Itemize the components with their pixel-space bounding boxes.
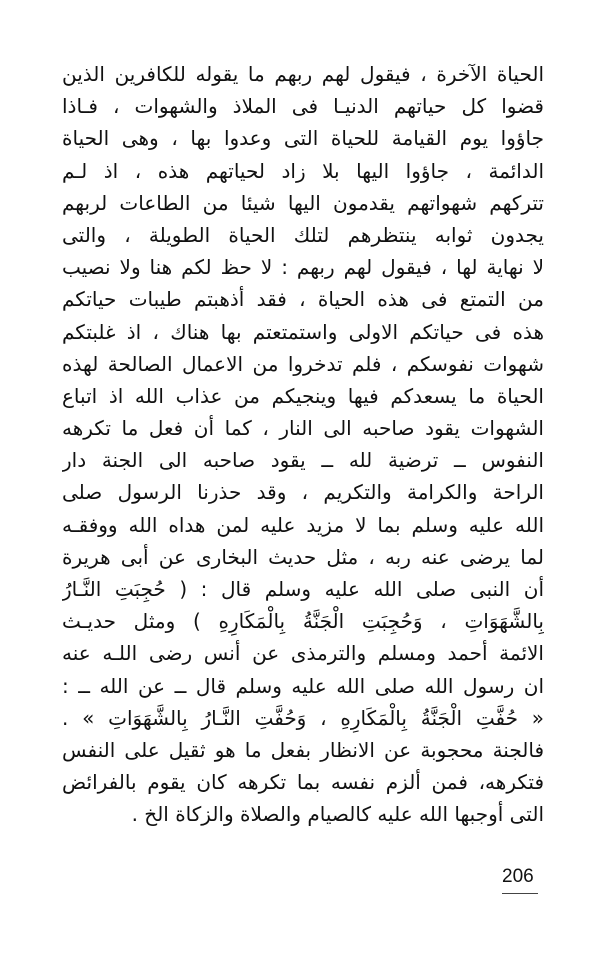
text-line: النفوس ــ ترضية لله ــ يقود صاحبه الى الجنة دار [62,448,544,473]
text-line: الله عليه وسلم بما لا مزيد عليه لمن هداه الله ووفقـه [62,512,544,537]
text-line: فالجنة محجوبة عن الانظار بفعل ما هو ثقيل على النفس [62,737,544,762]
text-line: قضوا كل حياتهم الدنيـا فى الملاذ والشهوات ، فـاذا [62,94,544,119]
text-line: الشهوات يقود صاحبه الى النار ، كما أن فعل ما تكرهه [62,416,544,441]
text-line: الراحة والكرامة والتكريم ، وقد حذرنا الرسول صلى [62,480,544,505]
text-line: ان رسول الله صلى الله عليه وسلم قال ــ عن الله ــ : [62,673,544,698]
text-line: الحياة الآخرة ، فيقول لهم ربهم ما يقوله للكافرين الذين [62,62,544,86]
text-line: التى أوجبها الله عليه كالصيام والصلاة والزكاة الخ . [131,802,544,827]
text-line: الائمة أحمد ومسلم والترمذى عن أنس رضى اللـه عنه [62,641,544,666]
text-line: الدائمة ، جاؤوا اليها بلا زاد لحياتهم هذه ، اذ لـم [62,158,544,183]
text-line: لا نهاية لها ، فيقول لهم ربهم : لا حظ لكم هنا ولا نصيب [62,255,544,280]
body-text [62,58,544,831]
page-number: 206 [502,866,534,887]
text-line: لما يرضى عنه ربه ، مثل حديث البخارى عن أبى هريرة [62,544,544,569]
text-line: تتركهم شهواتهم يقدمون اليها شيئا من الطاعات لربهم [62,190,544,215]
page-number-rule [502,893,538,894]
text-line: من التمتع فى هذه الحياة ، فقد أذهبتم طيبات حياتكم [62,287,544,312]
text-line: جاؤوا يوم القيامة للحياة التى وعدوا بها ، وهى الحياة [62,126,544,151]
hadith-quote-line: « حُفَّتِ الْجَنَّةُ بِالْمَكَارِهِ ، وَحُفَّتِ النَّـارُ بِالشَّهَوَاتِ » . [62,705,544,730]
text-line: الحياة ما يسعدكم فيها وينجيكم من عذاب الله اذ اتباع [62,383,544,408]
text-line: فتكرهه، فمن ألزم نفسه بما تكرهه كان يقوم بالفرائض [62,770,544,795]
text-line: هذه فى حياتكم الاولى واستمتعتم بها هناك ، اذ غلبتكم [62,319,544,344]
hadith-intro-line: أن النبى صلى الله عليه وسلم قال : ( حُجِبَتِ النَّـارُ [62,577,544,601]
text-line: شهوات نفوسكم ، فلم تدخروا من الاعمال الصالحة لهذه [62,351,544,376]
hadith-quote-line: بِالشَّهَوَاتِ ، وَحُجِبَتِ الْجَنَّةُ بِالْمَكَارِهِ ) ومثل حديـث [62,609,544,634]
text-line: يجدون ثوابه ينتظرهم لتلك الحياة الطويلة ، والتى [62,222,544,247]
